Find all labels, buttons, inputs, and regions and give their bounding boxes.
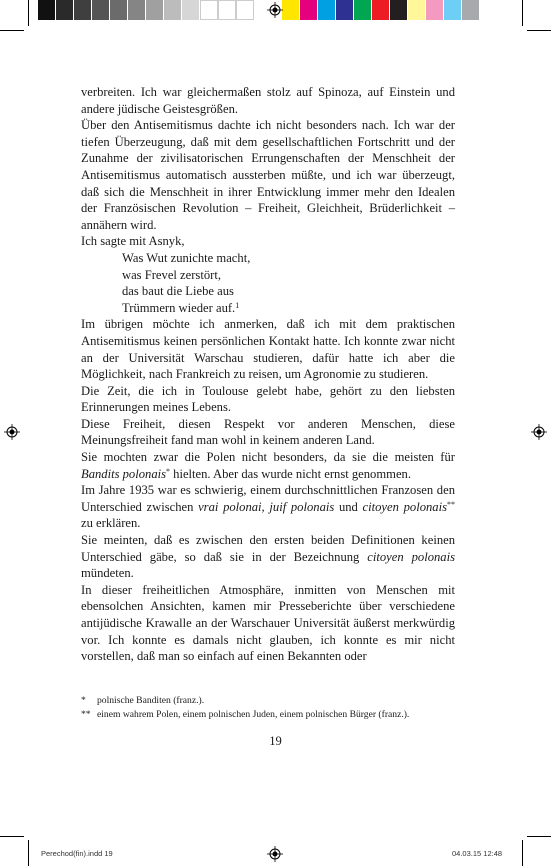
poem-quote	[122, 250, 455, 316]
footnote-mark: *	[81, 695, 86, 706]
poem-line: Trümmern wieder auf.	[122, 300, 236, 315]
footnotes	[81, 694, 455, 722]
paragraph	[81, 532, 455, 582]
color-swatch	[336, 0, 354, 20]
page-number: 19	[269, 734, 282, 748]
registration-mark-icon	[267, 846, 283, 862]
paragraph	[81, 482, 455, 532]
paragraph: Im übrigen möchte ich anmerken, daß ich mit dem praktischen Antisemitismus keinen persönlichen Kontakt hatte. Ich konnte zwar nicht an der Universität Warschau studieren, dafür hatte ich aber die Möglichkeit, nach Frankreich zu reisen, um Agronomie zu studieren.	[81, 317, 455, 382]
slug-date: 04.03.15 12:48	[452, 849, 503, 858]
slug-filename: Perechod(fin).indd 19	[41, 849, 113, 858]
footnote-text: polnische Banditen (franz.).	[97, 695, 205, 706]
crop-mark	[0, 836, 24, 837]
color-swatch	[92, 0, 110, 20]
color-swatch	[282, 0, 300, 20]
color-swatch	[372, 0, 390, 20]
paragraph: verbreiten. Ich war gleichermaßen stolz auf Spinoza, auf Einstein und andere jüdische Geistesgrößen.	[81, 85, 455, 116]
italic-term: citoyen polonais	[362, 499, 447, 514]
registration-mark-icon	[267, 2, 283, 18]
footnote-mark: **	[81, 709, 91, 720]
body-text	[81, 84, 455, 665]
footnote	[81, 708, 455, 722]
registration-mark-icon	[4, 424, 20, 440]
registration-mark-icon	[531, 424, 547, 440]
footnote-reference: **	[446, 499, 455, 509]
color-swatch	[236, 0, 254, 20]
color-swatch	[128, 0, 146, 20]
crop-mark	[28, 0, 29, 26]
text-run: zu erklären.	[81, 516, 141, 531]
color-swatch	[164, 0, 182, 20]
color-calibration-bar	[38, 0, 480, 20]
paragraph: Ich sagte mit Asnyk,	[81, 234, 185, 249]
text-run: mündeten.	[81, 566, 134, 581]
color-swatch	[444, 0, 462, 20]
text-run: hielten. Aber das wurde nicht ernst genommen.	[170, 466, 411, 481]
color-swatch	[182, 0, 200, 20]
crop-mark	[527, 30, 551, 31]
color-swatch	[318, 0, 336, 20]
poem-line: Was Wut zunichte macht,	[122, 250, 251, 265]
color-swatch	[146, 0, 164, 20]
color-swatch	[426, 0, 444, 20]
text-run: Sie mochten zwar die Polen nicht besonders, da sie die meisten für	[81, 450, 455, 465]
italic-term: Bandits polonais	[81, 466, 167, 481]
paragraph: Diese Freiheit, diesen Respekt vor anderen Menschen, diese Meinungsfreiheit fand man wohl in keinem anderen Land.	[81, 416, 455, 448]
color-swatch	[110, 0, 128, 20]
color-swatch	[200, 0, 218, 20]
color-swatch	[408, 0, 426, 20]
crop-mark	[28, 840, 29, 866]
color-swatch	[74, 0, 92, 20]
italic-term: vrai polonai, juif polonais	[198, 499, 335, 514]
color-swatch	[354, 0, 372, 20]
footnote-reference: 1	[235, 300, 240, 310]
color-swatch	[218, 0, 236, 20]
color-swatch	[300, 0, 318, 20]
crop-mark	[0, 30, 24, 31]
crop-mark	[522, 0, 523, 26]
color-swatch	[462, 0, 480, 20]
paragraph: In dieser freiheitlichen Atmosphäre, inmitten von Menschen mit ebensolchen Ansichten, kamen mir Presseberichte über verschiedene antijüdische Krawalle an der Warschauer Universität äußerst merkwürdig vor. Ich konnte es damals nicht glauben, ich konnte es mir nicht vorstellen, daß man so einfach auf einen Bekannten oder	[81, 582, 455, 664]
italic-term: citoyen polonais	[367, 549, 455, 564]
text-run: Im Jahre 1935 war es schwierig, einem durchschnittlichen Franzosen den Unterschied zwischen	[81, 483, 455, 514]
paragraph: Die Zeit, die ich in Toulouse gelebt habe, gehört zu den liebsten Erinnerungen meines Lebens.	[81, 383, 455, 415]
footnote-reference: *	[166, 466, 171, 476]
poem-line: was Frevel zerstört,	[122, 267, 221, 282]
text-run: und	[334, 499, 363, 514]
text-run: Sie meinten, daß es zwischen den ersten beiden Definitionen keinen Unterschied gäbe, so daß sie in der Bezeichnung	[81, 533, 455, 564]
paragraph	[81, 449, 455, 482]
color-swatch	[390, 0, 408, 20]
poem-line: das baut die Liebe aus	[122, 284, 234, 299]
paragraph: Über den Antisemitismus dachte ich nicht besonders nach. Ich war der tiefen Überzeugung, daß mit dem gesellschaftlichen Fortschritt und der Zunahme der zivilisatorischen Errungenschaften der Menschheit der Antisemitismus automatisch aussterben müßte, und ich war überzeugt, daß sich die Menschheit in ihrer Entwicklung immer mehr den Idealen der Französischen Revolution – Freiheit, Gleichheit, Brüderlichkeit – annähern wird.	[81, 118, 455, 232]
crop-mark	[522, 840, 523, 866]
color-swatch	[38, 0, 56, 20]
crop-mark	[527, 836, 551, 837]
footnote-text: einem wahrem Polen, einem polnischen Juden, einem polnischen Bürger (franz.).	[97, 709, 410, 720]
footnote	[81, 694, 455, 708]
color-swatch	[56, 0, 74, 20]
